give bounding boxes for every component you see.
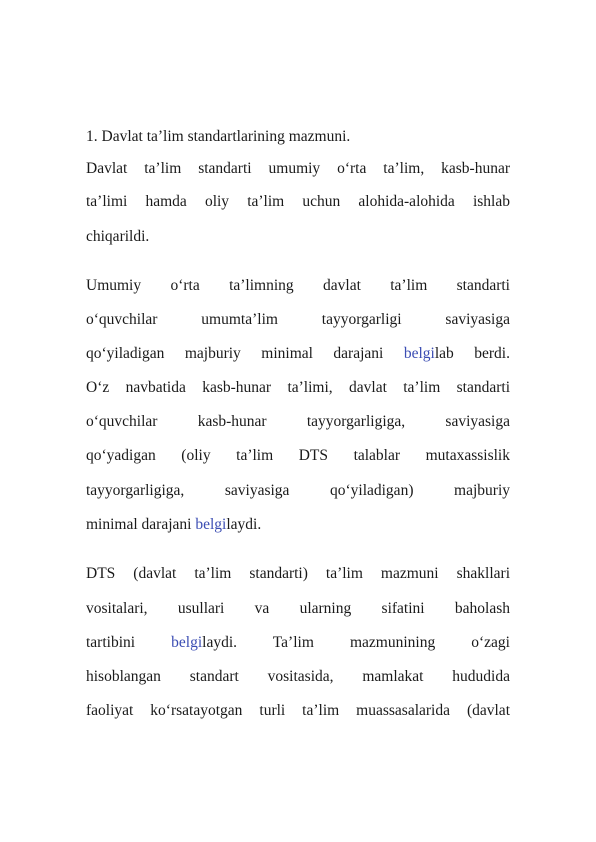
highlighted-word: belgi xyxy=(195,516,227,533)
text-span: laydi. Ta’lim mazmunining o‘zagi xyxy=(202,634,510,651)
text-span: qo‘yiladigan majburiy minimal darajani xyxy=(86,345,404,362)
paragraph-2-line-6: qo‘yadigan (oliy ta’lim DTS talablar mutaxassislik xyxy=(86,447,510,464)
paragraph-2-line-8 xyxy=(86,515,510,535)
paragraph-3-line-5: faoliyat ko‘rsatayotgan turli ta’lim muassasalarida (davlat xyxy=(86,702,510,719)
paragraph-2-line-7: tayyorgarligiga, saviyasiga qo‘yiladigan) majburiy xyxy=(86,482,510,499)
text-span: minimal darajani xyxy=(86,516,196,533)
paragraph-1-line-2: ta’limi hamda oliy ta’lim uchun alohida-alohida ishlab xyxy=(86,193,510,210)
paragraph-3-line-3 xyxy=(86,633,510,653)
text-span: tartibini xyxy=(86,634,172,651)
paragraph-2-line-2: o‘quvchilar umumta’lim tayyorgarligi saviyasiga xyxy=(86,311,510,328)
paragraph-2-line-4: O‘z navbatida kasb-hunar ta’limi, davlat ta’lim standarti xyxy=(86,379,510,396)
paragraph-3-line-2: vositalari, usullari va ularning sifatini baholash xyxy=(86,600,510,617)
paragraph-3-line-4: hisoblangan standart vositasida, mamlakat hududida xyxy=(86,668,510,685)
text-span: laydi. xyxy=(226,516,262,533)
paragraph-2-line-5: o‘quvchilar kasb-hunar tayyorgarligiga, saviyasiga xyxy=(86,413,510,430)
paragraph-1-line-3: chiqarildi. xyxy=(86,228,150,245)
text-span: lab berdi. xyxy=(434,345,510,362)
paragraph-1-line-1: Davlat ta’lim standarti umumiy o‘rta ta’lim, kasb-hunar xyxy=(86,160,510,177)
paragraph-2-line-3 xyxy=(86,344,510,364)
paragraph-2-line-1: Umumiy o‘rta ta’limning davlat ta’lim standarti xyxy=(86,277,510,294)
highlighted-word: belgi xyxy=(171,634,203,651)
section-heading: 1. Davlat ta’lim standartlarining mazmuni. xyxy=(86,128,351,145)
paragraph-3-line-1: DTS (davlat ta’lim standarti) ta’lim mazmuni shakllari xyxy=(86,565,510,582)
highlighted-word: belgi xyxy=(403,345,435,362)
